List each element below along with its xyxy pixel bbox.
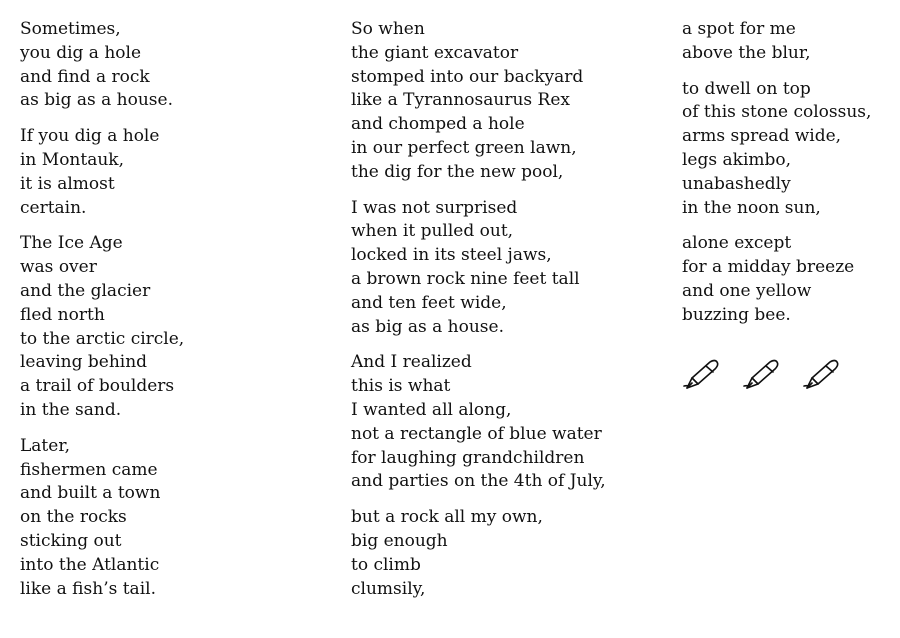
poem-line: to climb [351,554,421,575]
poem-line: a trail of boulders [20,376,175,397]
poem-line: I was not surprised [351,197,518,218]
poem-line: and ten feet wide, [351,292,507,313]
poem-line: it is almost [20,173,115,194]
poem-line: and chomped a hole [351,114,525,135]
stanza [682,232,892,327]
poem-line: but a rock all my own, [351,507,543,528]
poem-line: and parties on the 4th of July, [351,471,606,492]
poem-line: and find a rock [20,66,150,87]
poem-line: of this stone colossus, [682,102,872,123]
poem-line: when it pulled out, [351,221,514,242]
fountain-pen-icon [682,356,722,390]
poem-line: was over [20,257,97,278]
poem-line: The Ice Age [20,233,123,254]
poem-line: Later, [20,435,70,456]
poem-line: for laughing grandchildren [351,447,585,468]
poem-column-2 [351,18,671,613]
stanza [682,78,892,221]
stanza [351,351,671,494]
poem-line: sticking out [20,530,122,551]
poem-line: arms spread wide, [682,126,842,147]
fountain-pen-icon [742,356,782,390]
poem-line: the dig for the new pool, [351,161,564,182]
poem-line: in Montauk, [20,149,125,170]
poem-line: you dig a hole [20,42,142,63]
poem-line: So when [351,19,425,39]
poem-line: as big as a house. [351,316,504,337]
poem-line: this is what [351,376,451,397]
poem-line: above the blur, [682,42,811,63]
poem-line: I wanted all along, [351,399,512,420]
poem-line: clumsily, [351,578,426,599]
poem-column-1 [20,18,320,613]
poem-line: legs akimbo, [682,149,792,170]
poem-line: fled north [20,304,105,325]
poem-line: leaving behind [20,352,148,373]
poem-line: If you dig a hole [20,126,160,147]
stanza [351,197,671,340]
poem-line: and one yellow [682,280,812,301]
fountain-pen-icon [802,356,842,390]
poem-line: Sometimes, [20,19,121,39]
poem-line: And I realized [351,352,472,373]
poem-line: locked in its steel jaws, [351,245,552,266]
poem-line: like a fish’s tail. [20,578,156,599]
poem-line: unabashedly [682,173,791,194]
poem-line: buzzing bee. [682,304,791,325]
poem-line: in the noon sun, [682,197,821,218]
stanza [20,435,320,602]
poem-line: the giant excavator [351,42,519,63]
poem-line: fishermen came [20,459,158,480]
poem-line: and built a town [20,483,161,504]
stanza [20,18,320,113]
stanza [682,18,892,66]
poem-line: to the arctic circle, [20,328,185,349]
poem-line: alone except [682,233,792,254]
poem-line: for a midday breeze [682,257,855,278]
poem-line: a brown rock nine feet tall [351,268,580,289]
poem-line: to dwell on top [682,78,811,99]
stanza [20,125,320,220]
poem-column-3 [682,18,892,390]
poem-line: stomped into our backyard [351,66,584,87]
poem-line: big enough [351,530,448,551]
poem-line: as big as a house. [20,90,173,111]
poem-line: on the rocks [20,507,127,528]
stanza [351,18,671,185]
stanza [351,506,671,601]
poem-line: certain. [20,197,87,218]
poem-line: in our perfect green lawn, [351,137,577,158]
poem-line: not a rectangle of blue water [351,423,602,444]
poem-line: into the Atlantic [20,554,160,575]
poem-line: like a Tyrannosaurus Rex [351,90,570,111]
poem-line: a spot for me [682,19,796,39]
poem-line: in the sand. [20,399,122,420]
stanza [20,232,320,422]
poem-line: and the glacier [20,280,151,301]
section-ornament [682,356,892,390]
